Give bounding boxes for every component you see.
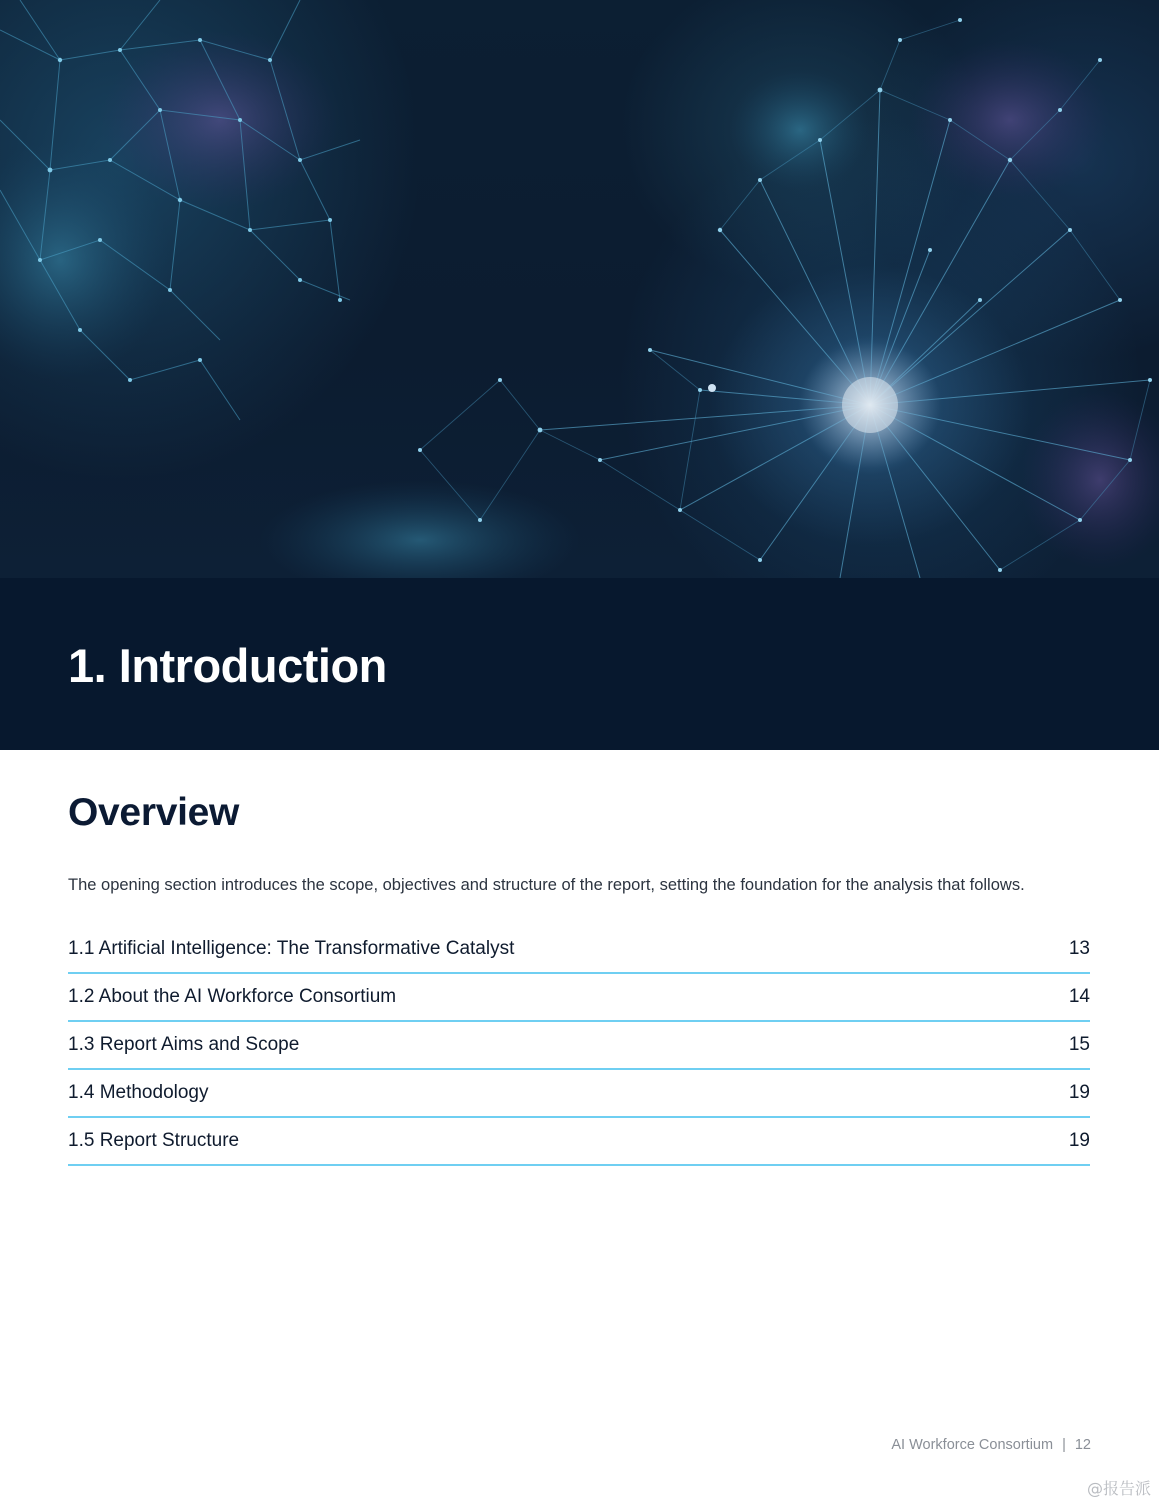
toc-item-page: 15	[1068, 1034, 1090, 1055]
toc-item-label: 1.3 Report Aims and Scope	[68, 1034, 300, 1055]
toc-item-label: 1.2 About the AI Workforce Consortium	[68, 986, 397, 1007]
footer-page-number: 12	[1074, 1437, 1091, 1453]
toc-item-page: 19	[1068, 1082, 1090, 1103]
neural-network-illustration	[0, 0, 1159, 578]
toc-item[interactable]	[68, 1070, 1090, 1118]
toc-item[interactable]	[68, 926, 1090, 974]
footer-organization: AI Workforce Consortium	[891, 1437, 1054, 1453]
toc-item[interactable]	[68, 1022, 1090, 1070]
toc-item-page: 19	[1068, 1130, 1090, 1151]
table-of-contents	[68, 926, 1090, 1166]
toc-item-page: 13	[1068, 938, 1090, 959]
watermark: @报告派	[1086, 1479, 1151, 1498]
page-footer	[891, 1437, 1091, 1453]
chapter-title: 1. Introduction	[68, 639, 387, 692]
hero-network-image	[0, 0, 1159, 578]
overview-text: The opening section introduces the scope, objectives and structure of the report, setting the foundation for the analysis that follows.	[68, 876, 1025, 894]
toc-item-label: 1.5 Report Structure	[68, 1130, 240, 1151]
toc-item[interactable]	[68, 1118, 1090, 1166]
toc-item[interactable]	[68, 974, 1090, 1022]
toc-item-page: 14	[1068, 986, 1090, 1007]
footer-separator: |	[1062, 1437, 1066, 1453]
toc-item-label: 1.1 Artificial Intelligence: The Transformative Catalyst	[68, 938, 515, 959]
toc-item-label: 1.4 Methodology	[68, 1082, 209, 1103]
overview-heading: Overview	[68, 791, 240, 834]
